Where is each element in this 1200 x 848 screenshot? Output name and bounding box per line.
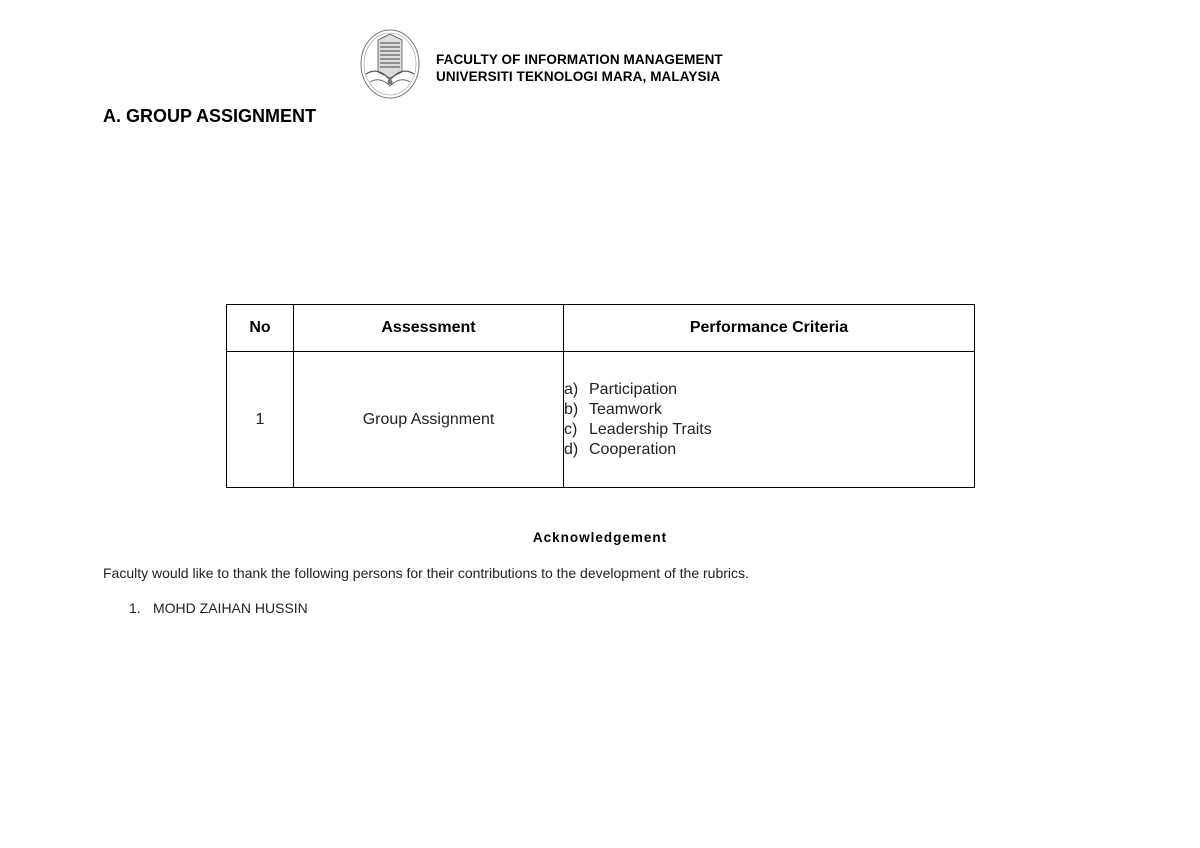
university-name: UNIVERSITI TEKNOLOGI MARA, MALAYSIA [436,69,721,84]
rubric-table [226,304,975,488]
list-item: d) Cooperation [564,440,677,458]
row-criteria [564,352,975,488]
table-row [227,352,975,488]
acknowledgement-text: Faculty would like to thank the following persons for their contributions to the development of the rubrics. [103,565,749,581]
list-item: a) Participation [564,380,678,398]
faculty-name: FACULTY OF INFORMATION MANAGEMENT [436,52,723,67]
header-performance-criteria: Performance Criteria [564,305,975,352]
document-header [436,51,723,85]
person-name: MOHD ZAIHAN HUSSIN [153,600,308,616]
list-item: c) Leadership Traits [564,420,712,438]
header-assessment: Assessment [294,305,564,352]
header-no: No [227,305,294,352]
acknowledgement-persons-list [129,600,308,616]
university-crest-icon [358,26,422,100]
criteria-list [564,380,974,460]
row-no: 1 [227,352,294,488]
table-header-row [227,305,975,352]
list-item: 1. MOHD ZAIHAN HUSSIN [129,600,308,616]
row-assessment: Group Assignment [294,352,564,488]
section-title: A. GROUP ASSIGNMENT [103,106,317,126]
acknowledgement-title: Acknowledgement [532,530,668,545]
list-item: b) Teamwork [564,400,662,418]
